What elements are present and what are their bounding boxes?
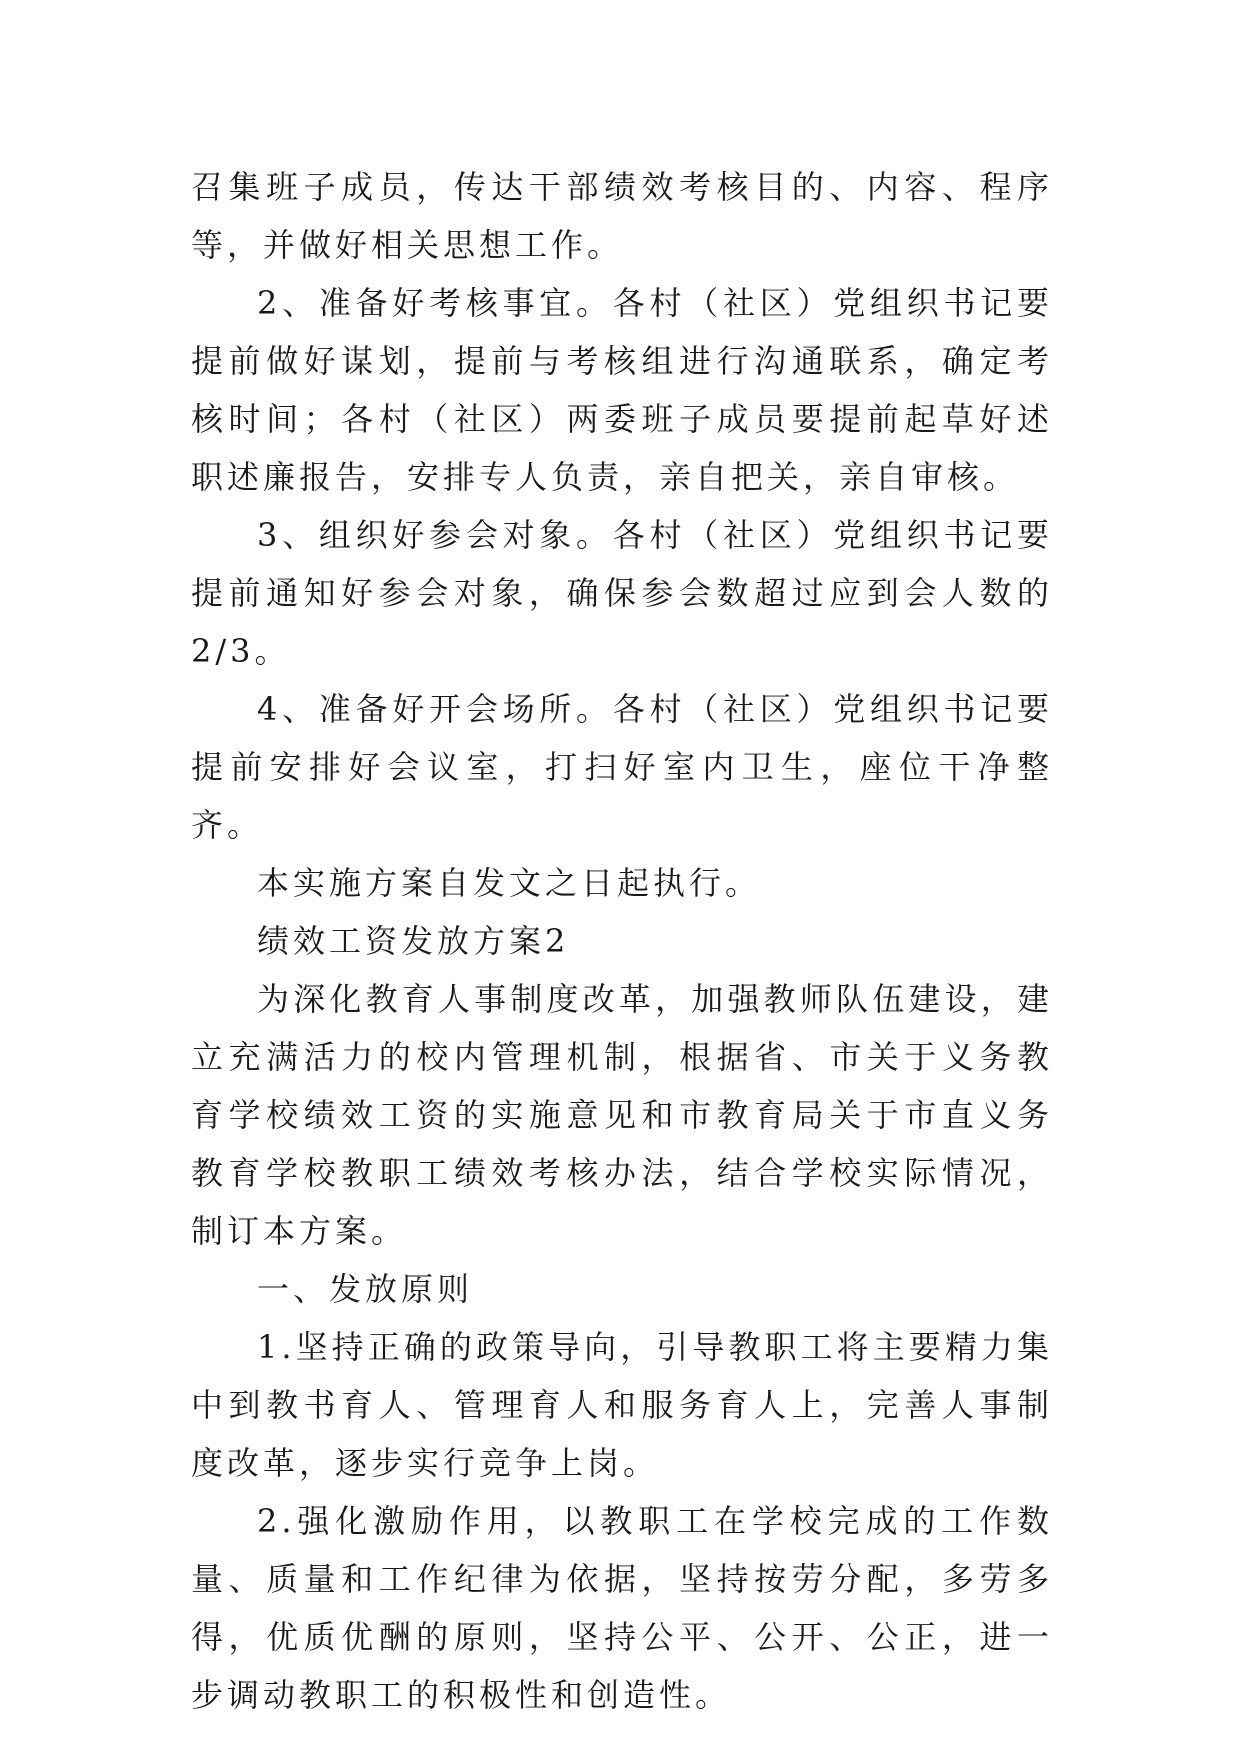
paragraph-effective-date: 本实施方案自发文之日起执行。 [257,864,762,902]
section-heading: 一、发放原则 [257,1270,474,1308]
paragraph-item-2: 2、准备好考核事宜。各村（社区）党组织书记要提前做好谋划，提前与考核组进行沟通联系，确定考核时间；各村（社区）两委班子成员要提前起草好述职述廉报告，安排专人负责，亲自把关，亲自审核。 [191,284,1053,496]
principle-2: 2.强化激励作用，以教职工在学校完成的工作数量、质量和工作纪律为依据，坚持按劳分配，多劳多得，优质优酬的原则，坚持公平、公开、公正，进一步调动教职工的积极性和创造性。 [191,1502,1053,1714]
paragraph-item-3: 3、组织好参会对象。各村（社区）党组织书记要提前通知好参会对象，确保参会数超过应到会人数的2/3。 [191,516,1053,670]
document-body [191,158,1053,1724]
paragraph-item-4: 4、准备好开会场所。各村（社区）党组织书记要提前安排好会议室，打扫好室内卫生，座位干净整齐。 [191,690,1053,844]
section-title: 绩效工资发放方案2 [257,922,570,960]
paragraph-continuation: 召集班子成员，传达干部绩效考核目的、内容、程序等，并做好相关思想工作。 [191,168,1053,264]
principle-1: 1.坚持正确的政策导向，引导教职工将主要精力集中到教书育人、管理育人和服务育人上，完善人事制度改革，逐步实行竞争上岗。 [191,1328,1053,1482]
paragraph-intro: 为深化教育人事制度改革，加强教师队伍建设，建立充满活力的校内管理机制，根据省、市关于义务教育学校绩效工资的实施意见和市教育局关于市直义务教育学校教职工绩效考核办法，结合学校实际情况，制订本方案。 [191,980,1053,1250]
